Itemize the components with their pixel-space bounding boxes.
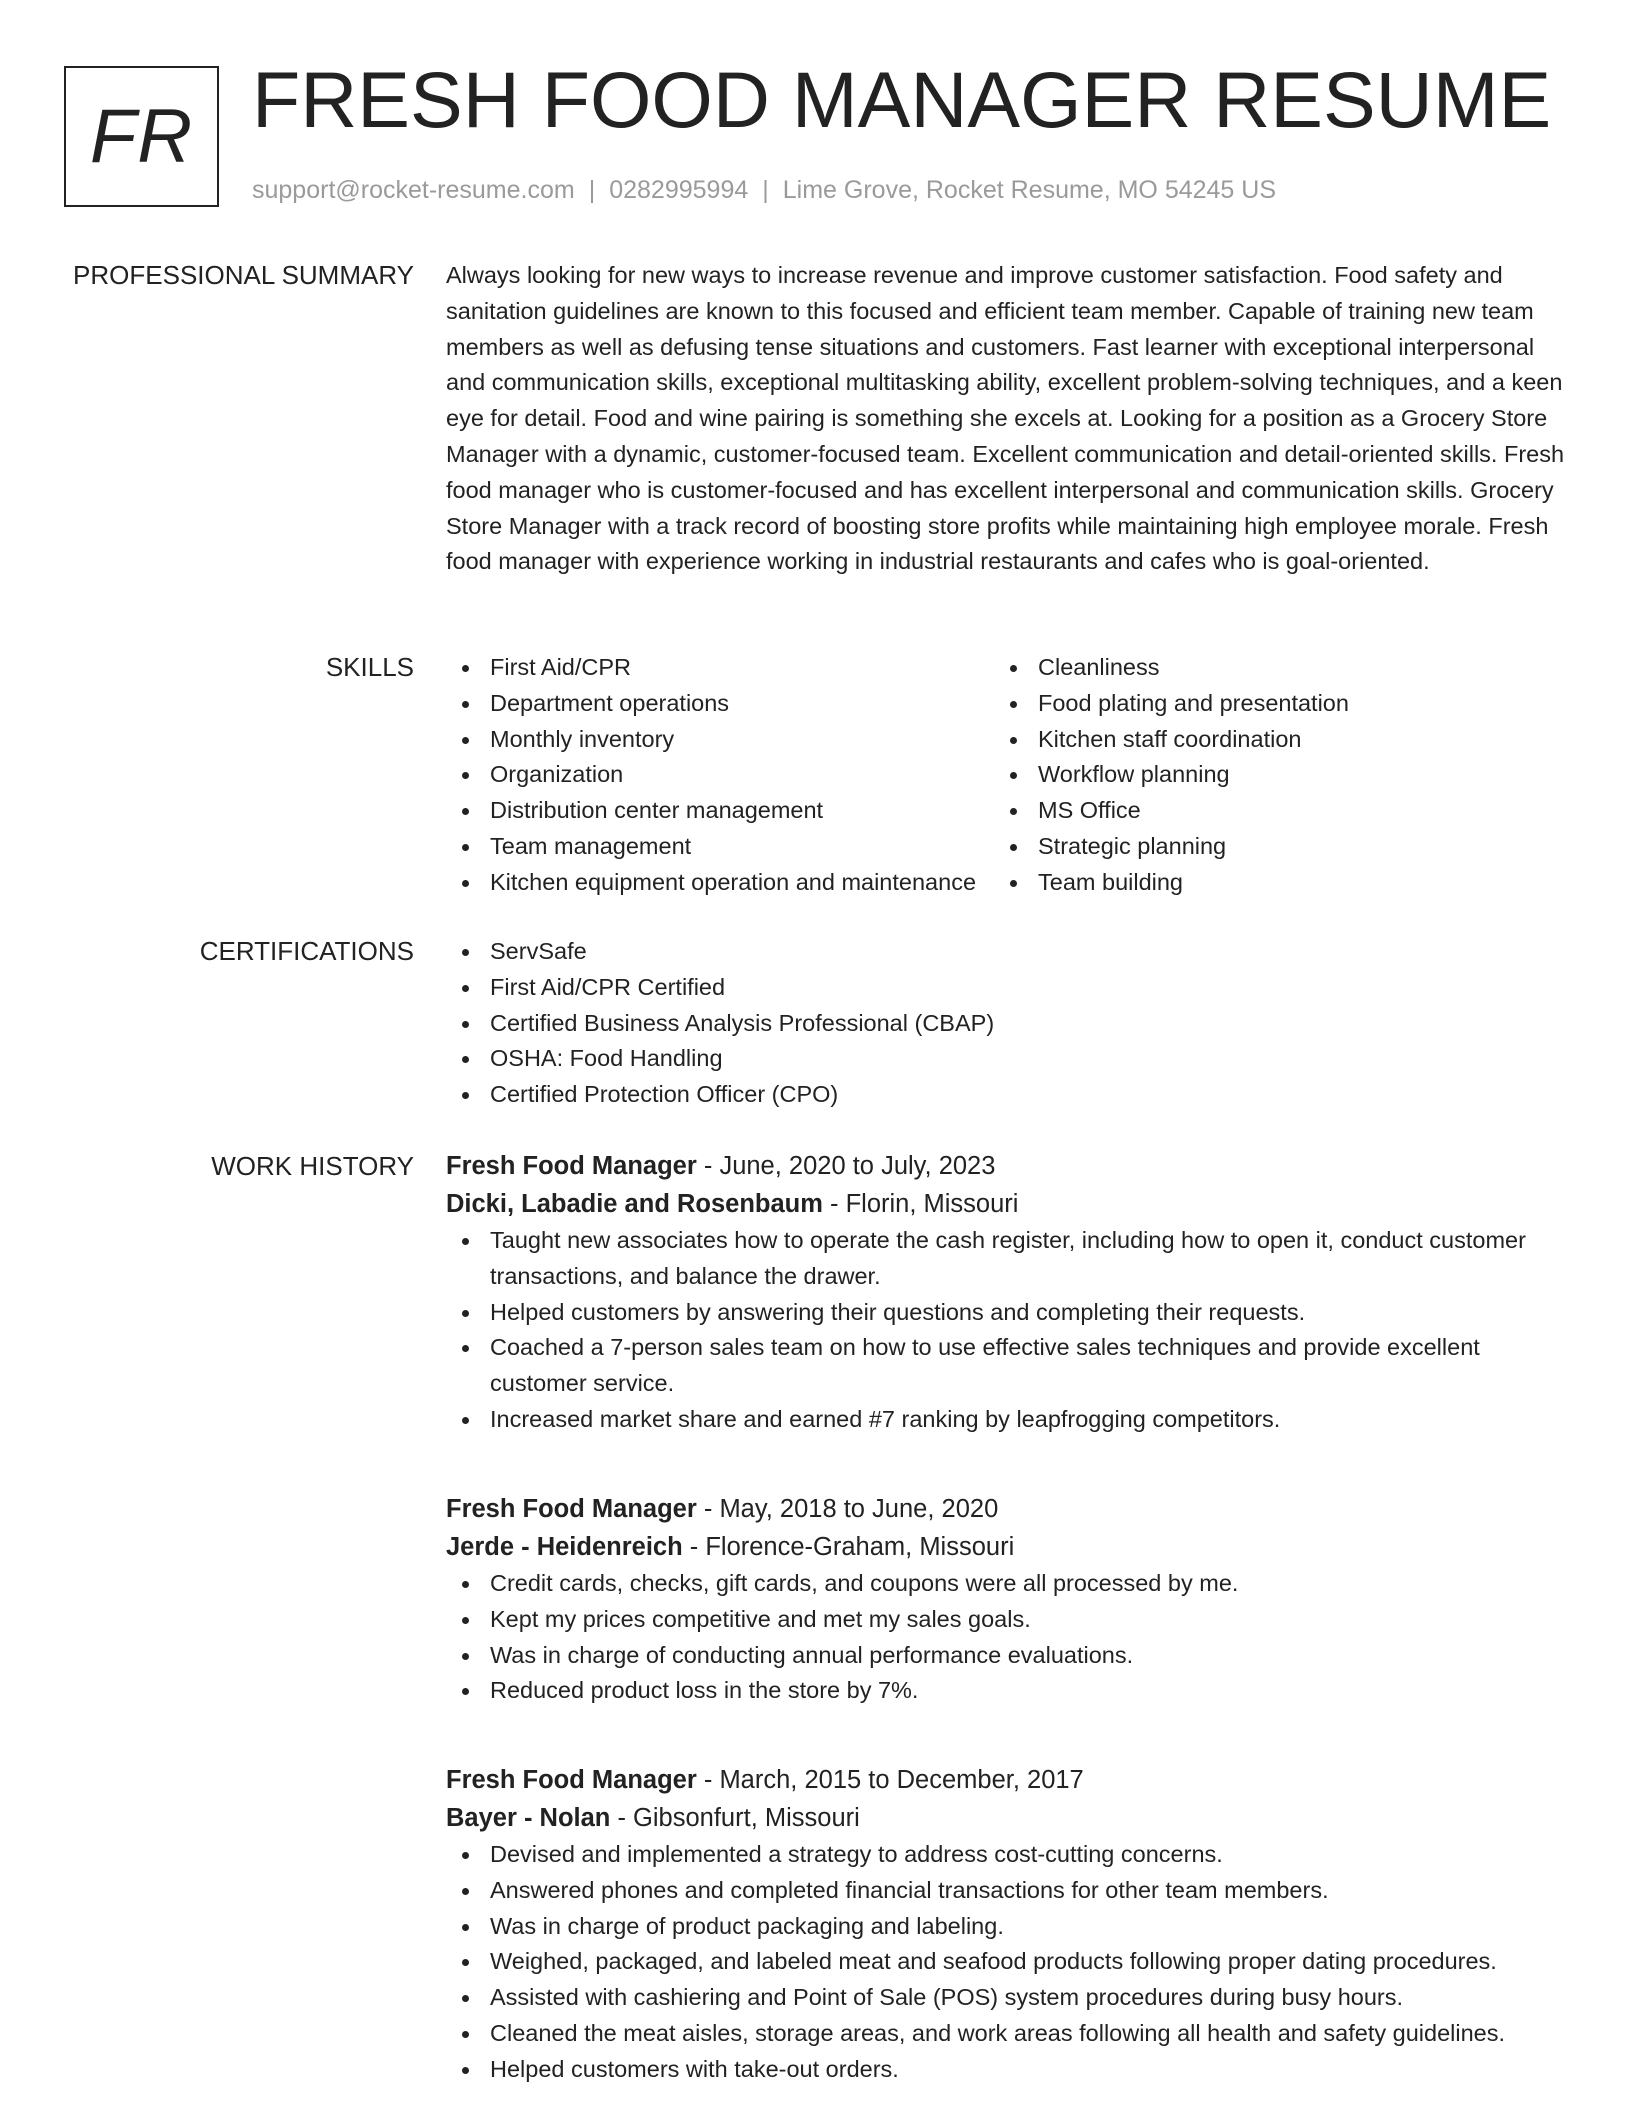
monogram-box <box>64 66 219 207</box>
job-title: Fresh Food Manager <box>446 1766 697 1794</box>
skill-item: Team building <box>994 865 1554 901</box>
job-duty-item: Devised and implemented a strategy to address cost-cutting concerns. <box>446 1837 1570 1873</box>
job-title: Fresh Food Manager <box>446 1495 697 1523</box>
certification-item: First Aid/CPR Certified <box>446 970 1570 1006</box>
job-duty-item: Answered phones and completed financial transactions for other team members. <box>446 1873 1570 1909</box>
job-duty-item: Was in charge of product packaging and labeling. <box>446 1909 1570 1945</box>
job-location: - Florin, Missouri <box>822 1190 1019 1218</box>
contact-email: support@rocket-resume.com <box>252 176 575 204</box>
resume-title: FRESH FOOD MANAGER RESUME <box>252 55 1552 144</box>
summary-text: Always looking for new ways to increase revenue and improve customer satisfaction. Food safety and sanitation guidelines are known to this focused and efficient team member. Capable of training new team members as well as defusing tense situations and customers. Fast learner with exceptional interpersonal and communication skills, exceptional multitasking ability, excellent problem-solving techniques, and a keen eye for detail. Food and wine pairing is something she excels at. Looking for a position as a Grocery Store Manager with a dynamic, customer-focused team. Excellent communication and detail-oriented skills. Fresh food manager who is customer-focused and has excellent interpersonal and communication skills. Grocery Store Manager with a track record of boosting store profits while maintaining high employee morale. Fresh food manager with experience working in industrial restaurants and cafes who is goal-oriented. <box>446 262 1565 575</box>
job-title-line <box>446 1147 1570 1185</box>
certification-item: Certified Business Analysis Professional (CBAP) <box>446 1006 1570 1042</box>
skill-item: Organization <box>446 757 994 793</box>
skill-item: MS Office <box>994 793 1554 829</box>
job-dates: - May, 2018 to June, 2020 <box>696 1495 999 1523</box>
job-duties-list <box>446 1837 1570 2088</box>
contact-separator: | <box>588 176 596 204</box>
skill-item: Strategic planning <box>994 829 1554 865</box>
job-duty-item: Cleaned the meat aisles, storage areas, and work areas following all health and safety guidelines. <box>446 2016 1570 2052</box>
contact-address: Lime Grove, Rocket Resume, MO 54245 US <box>782 176 1277 204</box>
certification-item: Certified Protection Officer (CPO) <box>446 1077 1570 1113</box>
skills-column-1 <box>446 650 994 901</box>
job-duty-item: Coached a 7-person sales team on how to use effective sales techniques and provide excellent customer service. <box>446 1330 1570 1402</box>
summary-body <box>446 258 1570 580</box>
skill-item: Kitchen equipment operation and maintenance <box>446 865 994 901</box>
job-duty-item: Weighed, packaged, and labeled meat and seafood products following proper dating procedures. <box>446 1944 1570 1980</box>
contact-separator: | <box>762 176 769 204</box>
certification-item: OSHA: Food Handling <box>446 1041 1570 1077</box>
skill-item: Workflow planning <box>994 757 1554 793</box>
job-duty-item: Kept my prices competitive and met my sales goals. <box>446 1602 1570 1638</box>
job-duties-list <box>446 1223 1570 1438</box>
skill-item: Monthly inventory <box>446 722 994 758</box>
job-duty-item: Was in charge of conducting annual performance evaluations. <box>446 1638 1570 1674</box>
job-company: Dicki, Labadie and Rosenbaum <box>446 1190 823 1218</box>
job-company: Jerde - Heidenreich <box>446 1533 683 1561</box>
job-entry <box>446 1761 1570 2088</box>
skill-item: Team management <box>446 829 994 865</box>
job-duty-item: Assisted with cashiering and Point of Sale (POS) system procedures during busy hours. <box>446 1980 1570 2016</box>
job-title-line <box>446 1490 1570 1528</box>
contact-line <box>252 174 1276 206</box>
job-duty-item: Reduced product loss in the store by 7%. <box>446 1673 1570 1709</box>
skill-item: First Aid/CPR <box>446 650 994 686</box>
job-location: - Gibsonfurt, Missouri <box>610 1804 860 1832</box>
skill-item: Cleanliness <box>994 650 1554 686</box>
job-company-line <box>446 1799 1570 1837</box>
skill-item: Kitchen staff coordination <box>994 722 1554 758</box>
skill-item: Food plating and presentation <box>994 686 1554 722</box>
certification-item: ServSafe <box>446 934 1570 970</box>
job-location: - Florence-Graham, Missouri <box>682 1533 1015 1561</box>
skills-grid <box>446 650 1570 901</box>
skills-column-2 <box>994 650 1554 901</box>
job-company-line <box>446 1185 1570 1223</box>
job-entry <box>446 1490 1570 1709</box>
job-duty-item: Credit cards, checks, gift cards, and coupons were all processed by me. <box>446 1566 1570 1602</box>
job-title-line <box>446 1761 1570 1799</box>
job-duty-item: Increased market share and earned #7 ranking by leapfrogging competitors. <box>446 1402 1570 1438</box>
contact-phone: 0282995994 <box>609 176 749 204</box>
section-label-certifications: CERTIFICATIONS <box>199 936 414 966</box>
job-duty-item: Taught new associates how to operate the cash register, including how to open it, conduct customer transactions, and balance the drawer. <box>446 1223 1570 1295</box>
section-label-work-history: WORK HISTORY <box>211 1151 414 1181</box>
job-dates: - March, 2015 to December, 2017 <box>696 1766 1084 1794</box>
certifications-body <box>446 934 1570 1113</box>
job-duties-list <box>446 1566 1570 1709</box>
job-dates: - June, 2020 to July, 2023 <box>696 1152 996 1180</box>
job-company-line <box>446 1528 1570 1566</box>
monogram-initials: FR <box>89 94 194 179</box>
certifications-list <box>446 934 1570 1113</box>
skill-item: Department operations <box>446 686 994 722</box>
section-label-skills: SKILLS <box>325 652 414 682</box>
job-duty-item: Helped customers by answering their questions and completing their requests. <box>446 1295 1570 1331</box>
skill-item: Distribution center management <box>446 793 994 829</box>
job-title: Fresh Food Manager <box>446 1152 697 1180</box>
job-duty-item: Helped customers with take-out orders. <box>446 2052 1570 2088</box>
job-entry <box>446 1147 1570 1438</box>
section-label-summary: PROFESSIONAL SUMMARY <box>73 260 414 290</box>
job-company: Bayer - Nolan <box>446 1804 611 1832</box>
